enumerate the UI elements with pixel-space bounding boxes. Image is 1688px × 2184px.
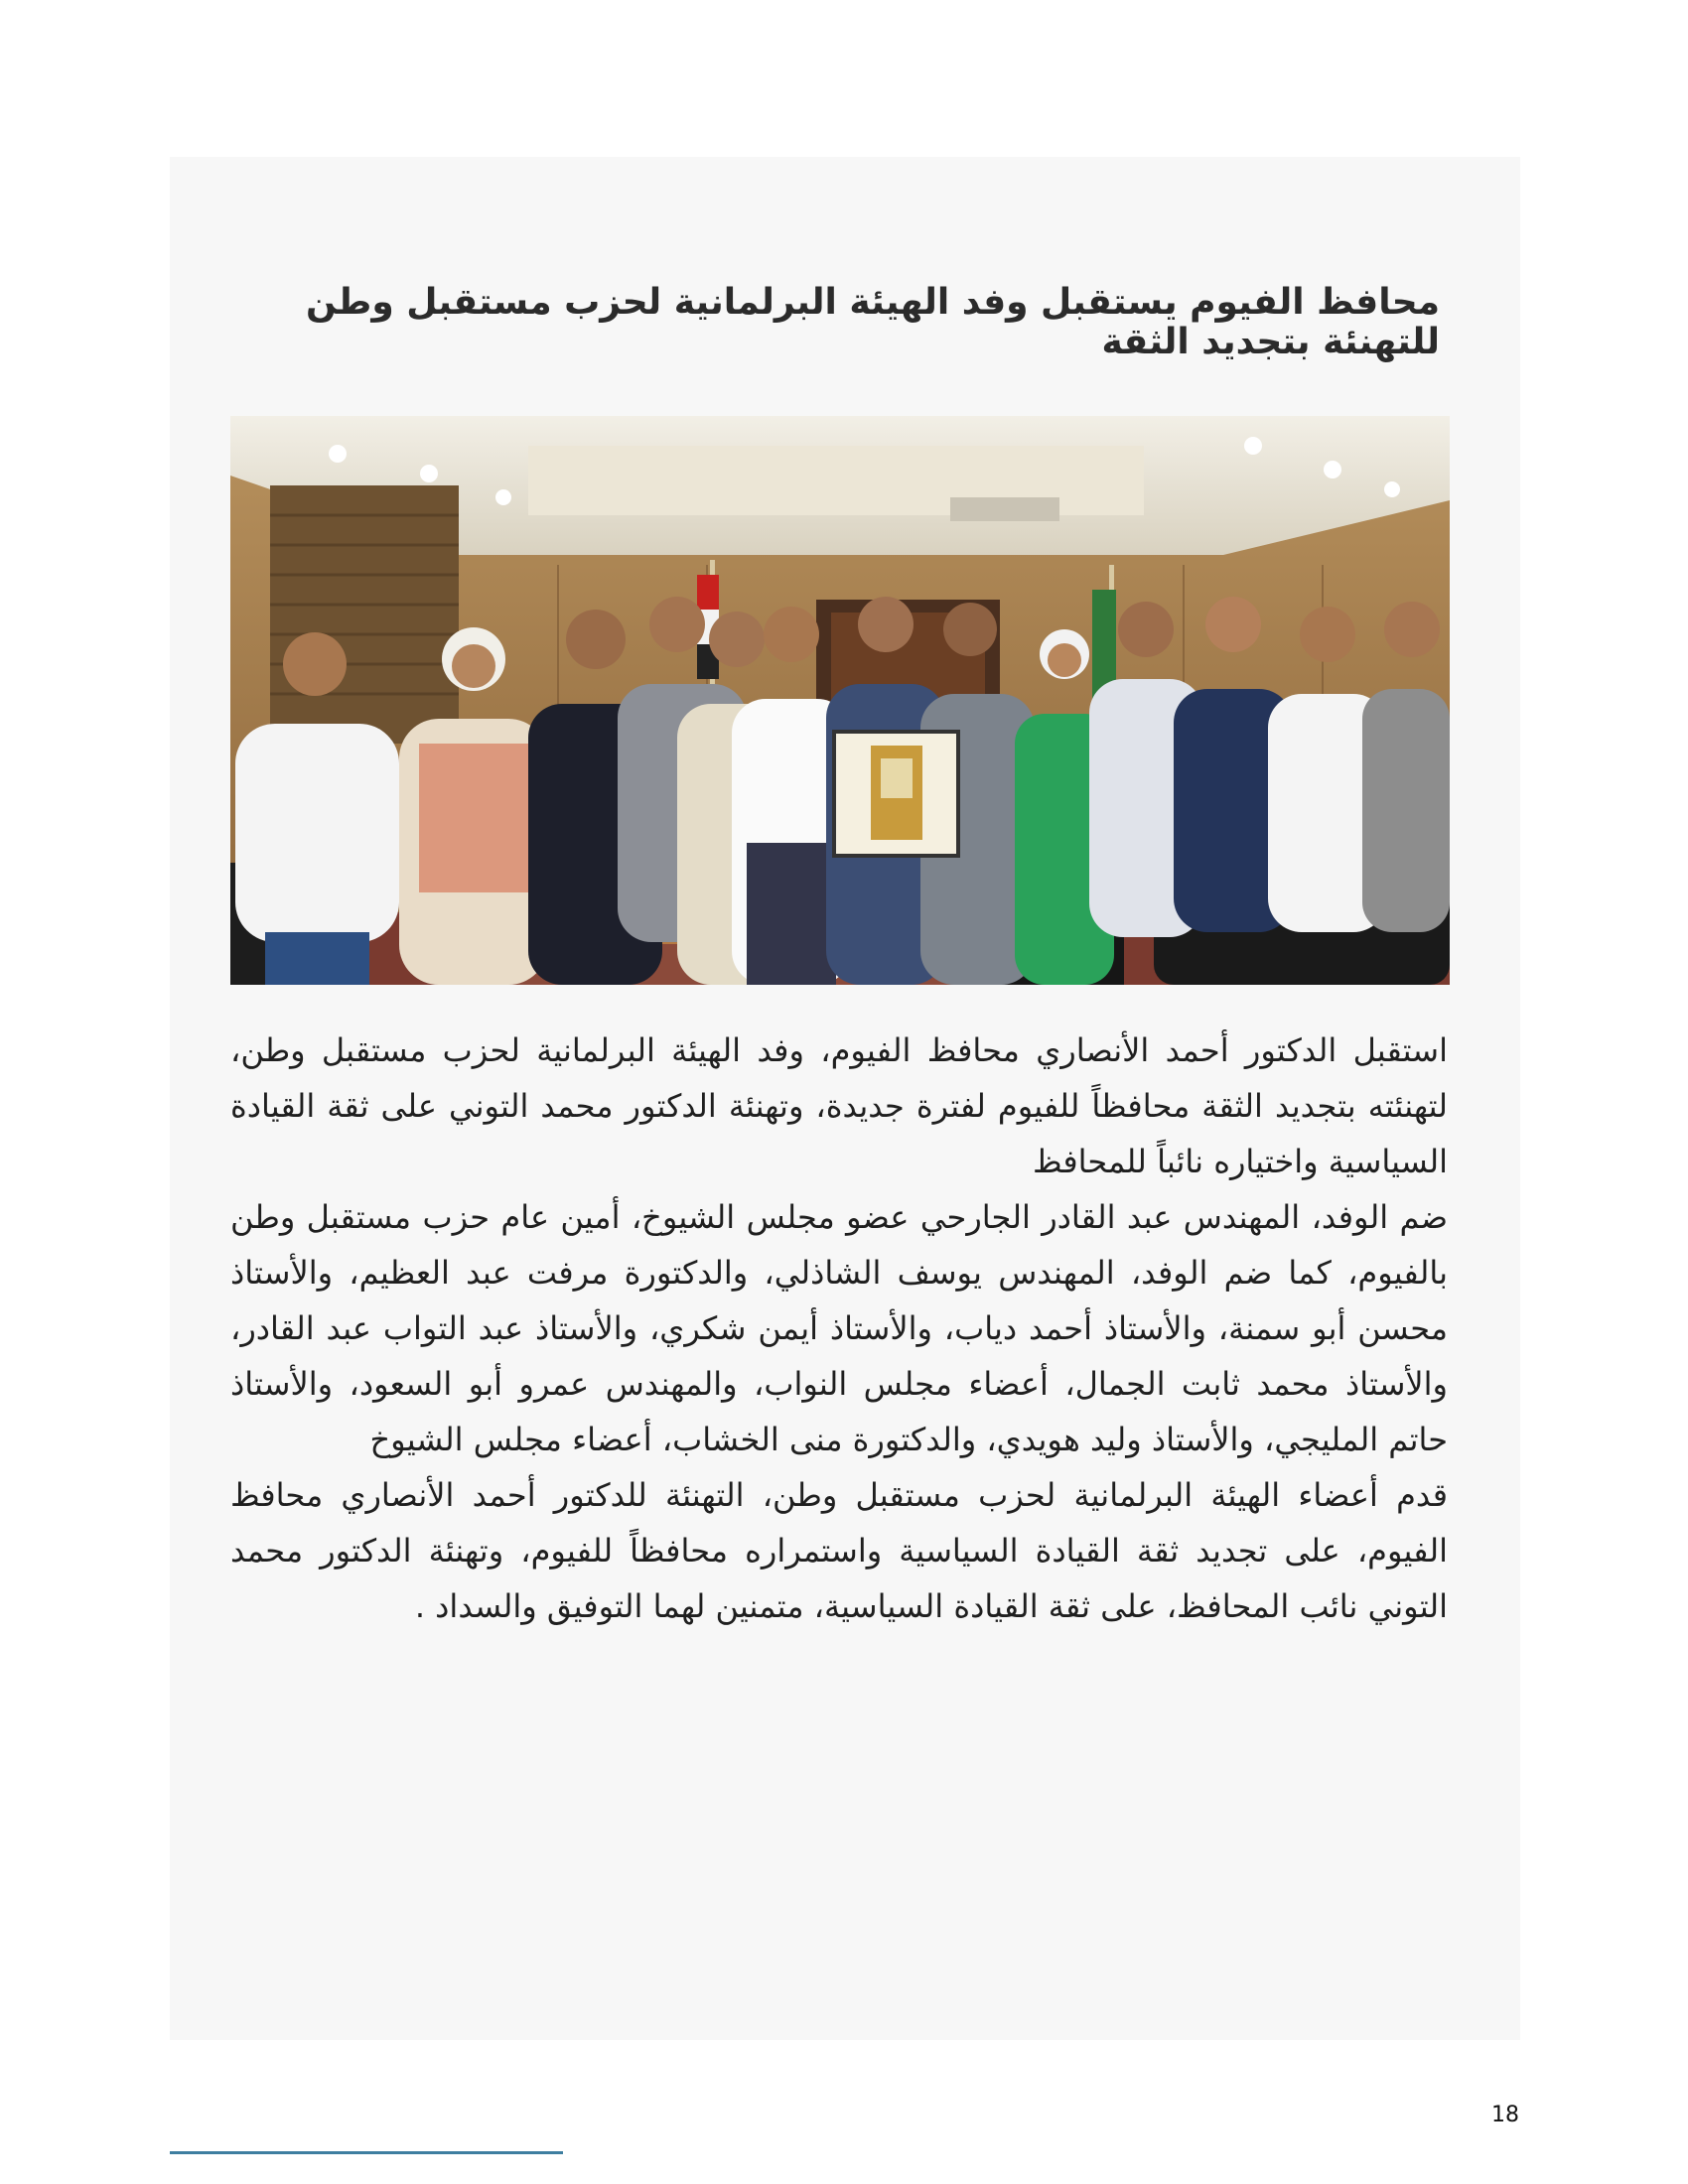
article-paragraph-2: ضم الوفد، المهندس عبد القادر الجارحي عضو مجلس الشيوخ، أمين عام حزب مستقبل وطن بالفيوم، كما ضم الوفد، المهندس يوسف الشاذلي، والدكتورة مرفت عبد العظيم، والأستاذ محسن أبو سمنة، والأستاذ أحمد دياب، والأستاذ أيمن شكري، والأستاذ عبد التواب عبد القادر، والأستاذ محمد ثابت الجمال، أعضاء مجلس النواب، والمهندس عمرو أبو السعود، والأستاذ حاتم المليجي، والأستاذ وليد هويدي، والدكتورة منى الخشاب، أعضاء مجلس الشيوخ: [230, 1198, 1448, 1458]
article-photo: [230, 416, 1450, 985]
headline-line-2: للتهنئة بتجديد الثقة: [1101, 322, 1440, 362]
headline-line-1: محافظ الفيوم يستقبل وفد الهيئة البرلمانية لحزب مستقبل وطن: [306, 282, 1440, 323]
footer-rule: [170, 2151, 563, 2154]
page-number: 18: [1491, 2103, 1519, 2127]
article-paragraph-1: استقبل الدكتور أحمد الأنصاري محافظ الفيوم، وفد الهيئة البرلمانية لحزب مستقبل وطن، لتهنئته بتجديد الثقة محافظاً للفيوم لفترة جديدة، وتهنئة الدكتور محمد التوني على ثقة القيادة السياسية واختياره نائباً للمحافظ: [230, 1031, 1448, 1180]
article-body: [230, 1023, 1448, 1634]
article-paragraph-3: قدم أعضاء الهيئة البرلمانية لحزب مستقبل وطن، التهنئة للدكتور أحمد الأنصاري محافظ الفيوم، على تجديد ثقة القيادة السياسية واستمراره محافظاً للفيوم، وتهنئة الدكتور محمد التوني نائب المحافظ، على ثقة القيادة السياسية، متمنين لهما التوفيق والسداد .: [230, 1476, 1448, 1625]
article-headline: [228, 283, 1440, 362]
group-photo-illustration: [230, 416, 1450, 985]
